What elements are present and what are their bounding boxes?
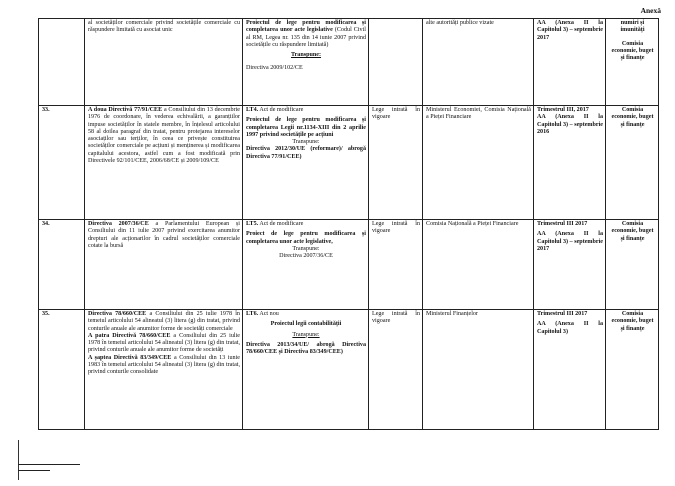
- directive-description: Directiva 2007/36/CE a Parlamentului European și Consiliului din 11 iulie 2007 privind exercitarea anumitor drepturi ale acționarilor în cadrul societăților comerciale cotate la bursă: [85, 220, 243, 310]
- term-cell: Trimestrul III 2017 AA (Anexa II la Capitolul 3): [534, 310, 606, 430]
- row-number: 33.: [39, 106, 85, 220]
- footnote-rule: [18, 464, 80, 465]
- directive-description: al societăților comerciale privind societățile comerciale cu răspundere limitată cu asociat unic: [85, 19, 243, 106]
- authority-cell: Ministerul Economiei, Comisia Națională a Pieței Financiare: [423, 106, 534, 220]
- authority-cell: Comisia Națională a Pieței Financiare: [423, 220, 534, 310]
- row-number: 34.: [39, 220, 85, 310]
- legal-act-cell: Proiectul de lege pentru modificarea și completarea unor acte legislative (Codul Civil al RM, Legea nr. 135 din 14 iunie 2007 privind societățile cu răspundere limitată) Transpune: Directiva 2009/102/CE: [243, 19, 369, 106]
- annex-label: Anexă: [640, 6, 661, 15]
- legal-act-cell: LT4. Act de modificare Proiectul de lege pentru modificarea și completarea Legii nr.1134-XIII din 2 aprilie 1997 privind societățile pe acțiuni Transpune: Directiva 2012/30/UE (reformare)/ abrogă Directiva 77/91/CEE): [243, 106, 369, 220]
- legislation-table: [38, 18, 659, 430]
- table-row: [39, 220, 659, 310]
- authority-cell: alte autorități publice vizate: [423, 19, 534, 106]
- footnote-rule: [18, 470, 50, 471]
- status-cell: Lege intrată în vigoare: [369, 220, 423, 310]
- responsible-cell: Comisia economie, buget și finanțe: [606, 106, 659, 220]
- term-cell: Trimestrul III, 2017 AA (Anexa II la Capitolul 3) – septembrie 2016: [534, 106, 606, 220]
- term-cell: Trimestrul III 2017 AA (Anexa II la Capitolul 3) – septembrie 2017: [534, 220, 606, 310]
- directive-description: A doua Directivă 77/91/CEE a Consiliului din 13 decembrie 1976 de coordonare, în vederea echivalării, a garanțiilor impuse societăților în statele membre, în înțelesul articolului 58 al doilea paragraf din tratat, pentru protejarea intereselor asociaților sau terților, în ceea ce privește constituirea societăților comerciale pe acțiuni și menținerea și modificarea capitalului acestora, astfel cum a fost modificată prin Directivele 92/101/CEE, 2006/68/CE și 2009/109/CE: [85, 106, 243, 220]
- table-row: [39, 310, 659, 430]
- legal-act-cell: LT5. Act de modificare Proiect de lege pentru modificarea și completarea unor acte legislative, Transpune: Directiva 2007/36/CE: [243, 220, 369, 310]
- responsible-cell: Comisia economie, buget și finanțe: [606, 310, 659, 430]
- authority-cell: Ministerul Finanțelor: [423, 310, 534, 430]
- directive-description: Directiva 78/660/CEE a Consiliului din 25 iulie 1978 în temeiul articolului 54 alineatul (3) litera (g) din tratat, privind conturile anuale ale anumitor forme de societăți comerciale A patra Directivă 78/660/CEE a Consiliului din 25 iulie 1978 în temeiul articolului 54 alineatul (3) litera (g) din tratat, privind conturile anuale ale anumitor forme de societăți A șaptea Directivă 83/349/CEE a Consiliului din 13 iunie 1983 în temeiul articolului 54 alineatul (3) litera (g) din tratat, privind conturile consolidate: [85, 310, 243, 430]
- row-number: [39, 19, 85, 106]
- status-cell: Lege intrată în vigoare: [369, 106, 423, 220]
- status-cell: [369, 19, 423, 106]
- margin-mark: [18, 440, 19, 480]
- term-cell: AA (Anexa II la Capitolul 3) – septembrie 2017: [534, 19, 606, 106]
- row-number: 35.: [39, 310, 85, 430]
- responsible-cell: numiri și imunități Comisia economie, buget și finanțe: [606, 19, 659, 106]
- table-row: [39, 106, 659, 220]
- table-row: [39, 19, 659, 106]
- status-cell: Lege intrată în vigoare: [369, 310, 423, 430]
- legal-act-cell: LT6. Act nou Proiectul legii contabilității Transpune: Directiva 2013/34/UE/ abrogă Directiva 78/660/CEE și Directiva 83/349/CEE): [243, 310, 369, 430]
- responsible-cell: Comisia economie, buget și finanțe: [606, 220, 659, 310]
